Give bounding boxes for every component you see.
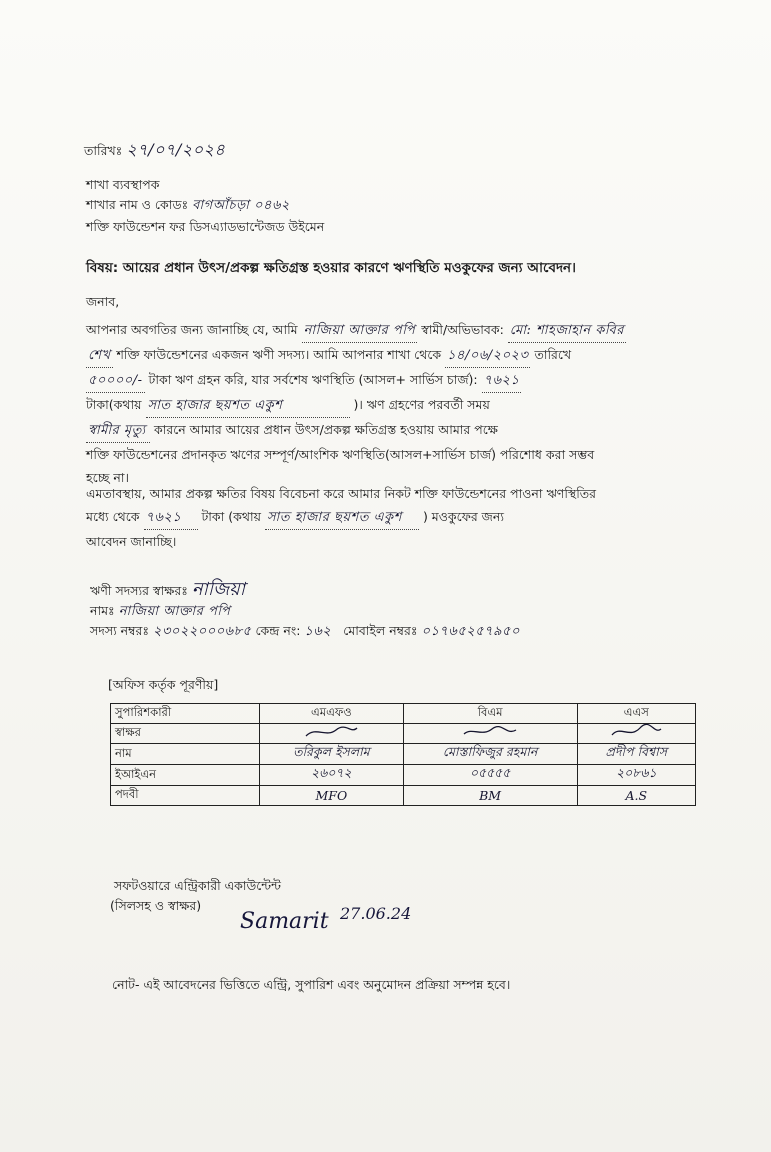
waive-words-value: সাত হাজার ছয়শত একুশ	[265, 506, 419, 530]
accountant-sign-date: 27.06.24	[340, 904, 412, 923]
signature-scribble	[606, 724, 666, 740]
signature-scribble	[460, 724, 520, 740]
loan-amount-value: ৫০০০০/-	[86, 369, 145, 393]
mobile-label: মোবাইল নম্বরঃ	[343, 623, 418, 638]
body-text: টাকা(কথায়	[86, 397, 142, 412]
salutation: জনাব,	[86, 294, 120, 309]
name-value: নাজিয়া আক্তার পপি	[118, 604, 231, 619]
table-row	[111, 724, 696, 744]
member-name-value: নাজিয়া আক্তার পপি	[302, 319, 418, 343]
body-line	[86, 393, 696, 418]
reason-value: স্বামীর মৃত্যু	[86, 419, 150, 443]
office-table	[110, 703, 696, 806]
body-line: এমতাবস্থায়, আমার প্রকল্প ক্ষতির বিষয় বিবেচনা করে আমার নিকট শক্তি ফাউন্ডেশনের পাওনা ঋণস্থিতির	[86, 486, 597, 501]
table-header: বিএম	[403, 704, 577, 724]
table-cell: ২৬০৭২	[260, 765, 404, 786]
signature-scribble	[301, 724, 361, 740]
address-line-2	[86, 196, 290, 216]
table-row	[111, 765, 696, 786]
row-label: ইআইএন	[111, 765, 260, 786]
body-line	[86, 368, 696, 393]
signature-cell	[260, 724, 404, 744]
body-line: আবেদন জানাচ্ছি।	[86, 534, 177, 549]
table-header: সুপারিশকারী	[111, 704, 260, 724]
member-signature: নাজিয়া	[191, 579, 245, 600]
accountant-line-2: (সিলসহ ও স্বাক্ষর)	[110, 898, 202, 913]
mobile-value: ০১৭৬৫২৫৭৯৫০	[421, 624, 520, 639]
member-signature-line	[90, 576, 245, 603]
body-text: আপনার অবগতির জন্য জানাচ্ছি যে, আমি	[86, 322, 298, 337]
body-text: স্বামী/অভিভাবক:	[421, 322, 504, 337]
body-line	[86, 343, 696, 368]
guardian-value-cont: শেখ	[86, 344, 113, 368]
body-text: মধ্যে থেকে	[86, 509, 140, 524]
body-line: হচ্ছে না।	[86, 470, 129, 485]
body-text: শক্তি ফাউন্ডেশনের একজন ঋণী সদস্য। আমি আপনার শাখা থেকে	[116, 347, 442, 362]
address-line-1: শাখা ব্যবস্থাপক	[86, 177, 160, 192]
accountant-signature: Samarit	[240, 909, 329, 934]
body-line: শক্তি ফাউন্ডেশনের প্রদানকৃত ঋণের সম্পূর্ণ/আংশিক ঋণস্থিতি(আসল+সার্ভিস চার্জ) পরিশোধ করা সম্ভব	[86, 447, 595, 462]
table-row	[111, 744, 696, 765]
subject-line: বিষয়: আয়ের প্রধান উৎস/প্রকল্প ক্ষতিগ্রস্ত হওয়ার কারণে ঋণস্থিতি মওকুফের জন্য আবেদন।	[86, 260, 576, 276]
office-heading: [অফিস কর্তৃক পূরণীয়]	[108, 677, 219, 692]
name-label: নামঃ	[90, 603, 115, 618]
center-value: ১৬২	[304, 624, 332, 639]
date-line	[84, 138, 225, 162]
body-text: টাকা ঋণ গ্রহন করি, যার সর্বশেষ ঋণস্থিতি (আসল+ সার্ভিস চার্জ):	[148, 372, 478, 387]
table-cell: ২০৮৬১	[577, 765, 695, 786]
note-line: নোট- এই আবেদনের ভিত্তিতে এন্ট্রি, সুপারিশ এবং অনুমোদন প্রক্রিয়া সম্পন্ন হবে।	[112, 977, 511, 992]
member-no-label: সদস্য নম্বরঃ	[90, 623, 150, 638]
body-line	[86, 318, 696, 343]
member-info-line	[90, 622, 520, 642]
body-text: কারনে আমার আয়ের প্রধান উৎস/প্রকল্প ক্ষতিগ্রস্ত হওয়ায় আমার পক্ষে	[153, 422, 498, 437]
body-paragraph-2	[86, 482, 696, 553]
balance-value: ৭৬২১	[482, 369, 522, 393]
body-text: টাকা (কথায়	[201, 509, 261, 524]
branch-value: বাগআঁচড়া ০৪৬২	[192, 198, 290, 213]
date-label: তারিখঃ	[84, 143, 123, 158]
member-no-value: ২৩০২২০০০৬৮৫	[153, 624, 252, 639]
loan-date-value: ১৪/০৬/২০২৩	[445, 344, 530, 368]
accountant-line-1: সফটওয়ারে এন্ট্রিকারী একাউন্টেন্ট	[114, 878, 281, 893]
table-cell: প্রদীপ বিশ্বাস	[577, 744, 695, 765]
signature-cell	[577, 724, 695, 744]
signature-cell	[403, 724, 577, 744]
address-line-3: শক্তি ফাউন্ডেশন ফর ডিসএ্যাডভান্টেজড উইমেন	[86, 219, 325, 234]
body-text: )। ঋণ গ্রহণের পরবর্তী সময়	[353, 397, 490, 412]
branch-label: শাখার নাম ও কোডঃ	[86, 197, 189, 212]
guardian-value: মো: শাহজাহান কবির	[508, 319, 626, 343]
table-cell: A.S	[577, 786, 695, 806]
body-line	[86, 418, 696, 443]
table-cell: ০৫৫৫৫	[403, 765, 577, 786]
row-label: স্বাক্ষর	[111, 724, 260, 744]
table-header: এএস	[577, 704, 695, 724]
body-paragraph-1	[86, 318, 696, 489]
table-cell: তরিকুল ইসলাম	[260, 744, 404, 765]
body-text: তারিখে	[534, 347, 572, 362]
table-cell: MFO	[260, 786, 404, 806]
table-cell: BM	[403, 786, 577, 806]
table-cell: মোস্তাফিজুর রহমান	[403, 744, 577, 765]
table-row	[111, 786, 696, 806]
body-line	[86, 505, 696, 530]
signature-label: ঋণী সদস্যর স্বাক্ষরঃ	[90, 583, 188, 598]
row-label: নাম	[111, 744, 260, 765]
row-label: পদবী	[111, 786, 260, 806]
balance-words-value: সাত হাজার ছয়শত একুশ	[146, 394, 350, 418]
body-text: ) মওকুফের জন্য	[422, 509, 504, 524]
table-row	[111, 704, 696, 724]
table-header: এমএফও	[260, 704, 404, 724]
waive-amount-value: ৭৬২১	[144, 506, 198, 530]
center-label: কেন্দ্র নং:	[255, 623, 301, 638]
member-name-line	[90, 602, 230, 622]
date-value: ২৭/০৭/২০২৪	[126, 140, 226, 159]
